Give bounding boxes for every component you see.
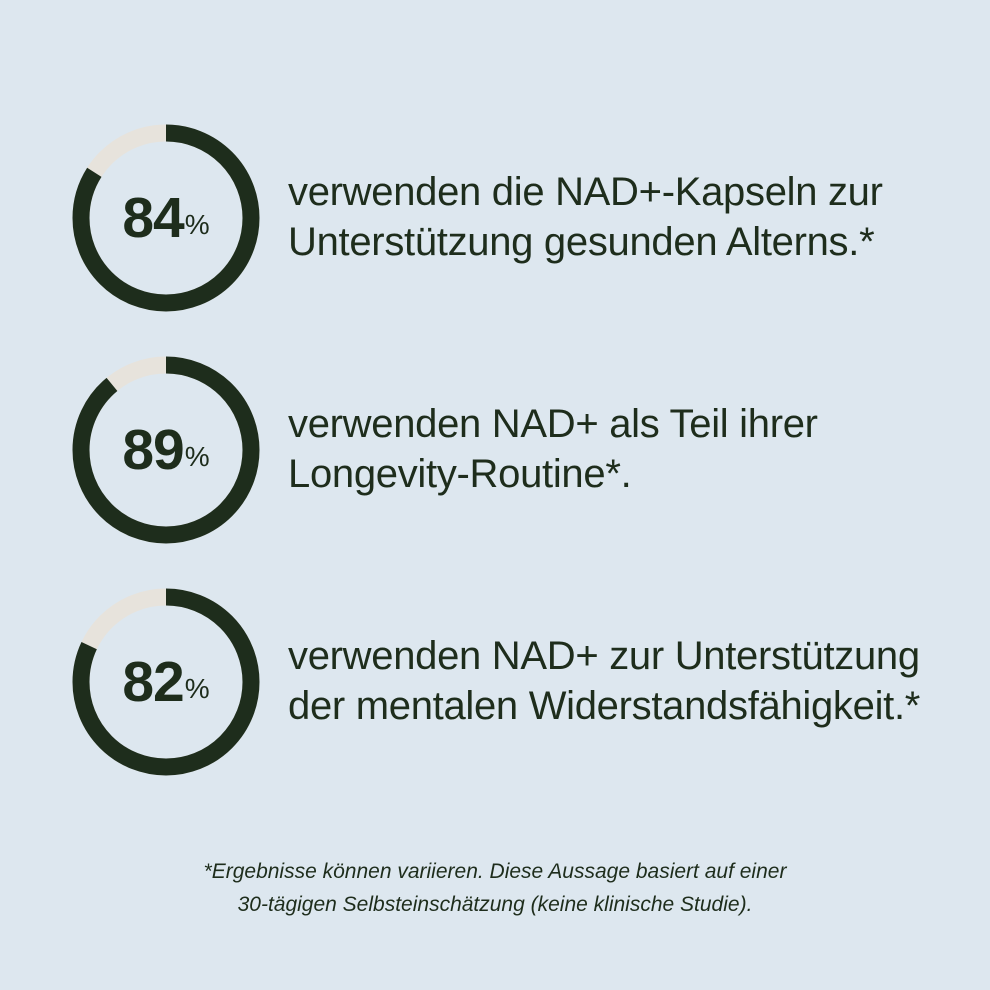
donut-percent-symbol: %: [184, 441, 210, 472]
stat-row: [60, 350, 930, 550]
donut-value-text: 84: [122, 185, 184, 250]
donut-value-text: 82: [122, 649, 184, 714]
donut-chart-3: [66, 582, 266, 782]
donut-label: [66, 118, 266, 318]
donut-chart-1: [66, 118, 266, 318]
footnote: [60, 856, 930, 921]
stat-description: verwenden die NAD+-Kapseln zur Unterstützung gesunden Alterns.*: [288, 170, 883, 264]
stat-row: [60, 582, 930, 782]
footnote-line-1: *Ergebnisse können variieren. Diese Aussage basiert auf einer: [203, 860, 787, 883]
stat-row: [60, 118, 930, 318]
donut-percent-symbol: %: [184, 209, 210, 240]
donut-label: [66, 582, 266, 782]
stat-description: verwenden NAD+ zur Unterstützung der mentalen Widerstandsfähigkeit.*: [288, 634, 921, 728]
donut-label: [66, 350, 266, 550]
footnote-line-2: 30-tägigen Selbsteinschätzung (keine klinische Studie).: [237, 892, 753, 916]
donut-value-text: 89: [122, 417, 184, 482]
donut-percent-symbol: %: [184, 673, 210, 704]
donut-chart-2: [66, 350, 266, 550]
stat-description: verwenden NAD+ als Teil ihrer Longevity-Routine*.: [288, 402, 818, 496]
